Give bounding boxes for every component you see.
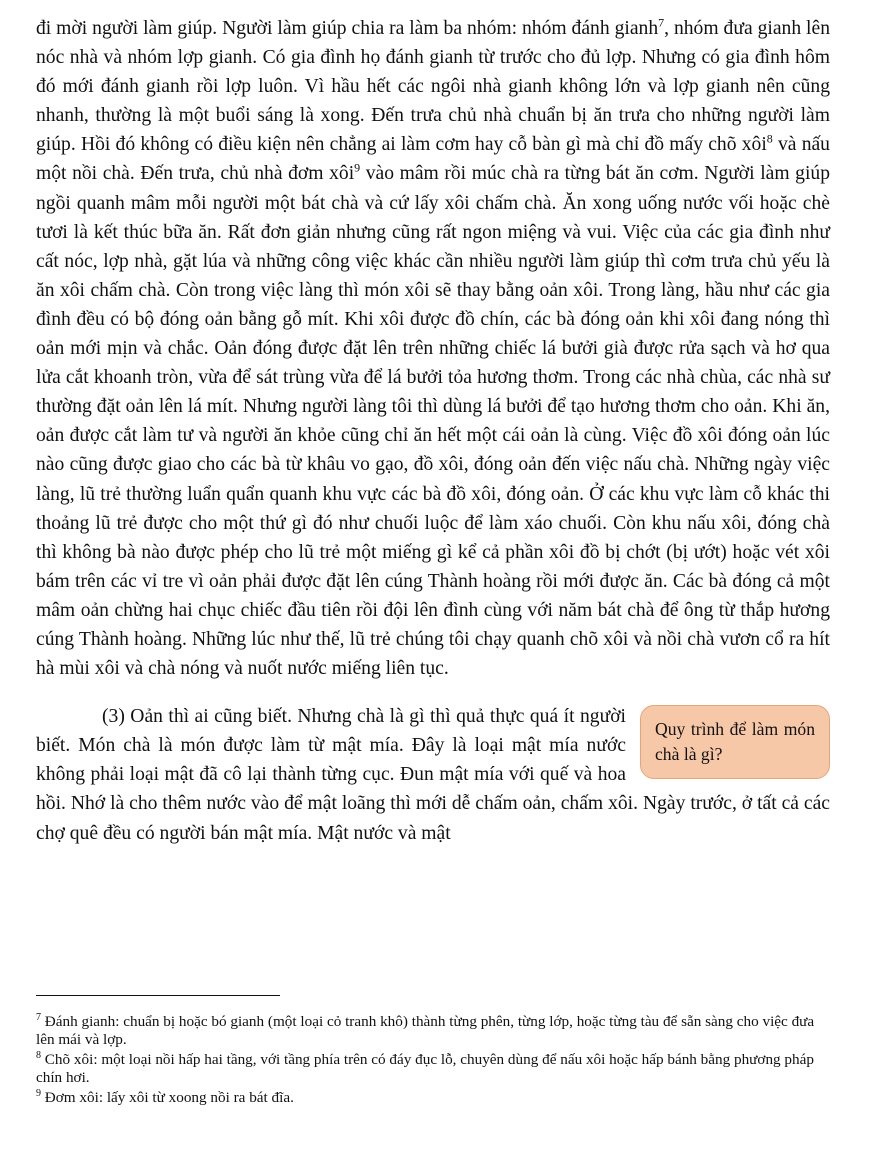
body-paragraph-1 [36,14,830,683]
footnote-number: 7 [36,1011,41,1023]
footnote-7 [36,1013,830,1048]
footnote-divider [36,995,280,996]
paragraph-1-part-1: đi mời người làm giúp. Người làm giúp chia ra làm ba nhóm: nhóm đánh gianh [36,18,659,39]
paragraph-1-part-2: , nhóm đưa gianh lên nóc nhà và nhóm lợp gianh. Có gia đình họ đánh gianh từ trước cho đủ lợp. Nhưng có gia đình hôm đó mới đánh gianh rồi lợp luôn. Vì hầu hết các ngôi nhà gianh không lớn và lợp gianh nên cũng nhanh, thường là một buổi sáng là xong. Đến trưa chủ nhà chuẩn bị ăn trưa cho những người làm giúp. Hồi đó không có điều kiện nên chẳng ai làm cơm hay cỗ bàn gì mà chỉ đồ mấy chõ xôi [36,18,830,156]
footnote-number: 8 [36,1050,41,1062]
footnote-ref-9[interactable]: 9 [354,160,361,175]
footnote-text: Chõ xôi: một loại nồi hấp hai tầng, với tầng phía trên có đáy đục lỗ, chuyên dùng để nấu xôi hoặc hấp bánh bằng phương pháp chín hơi. [36,1051,814,1086]
footnote-ref-8[interactable]: 8 [766,131,773,146]
callout-question-box [640,705,830,779]
paragraph-1-part-3: và nấu một nồi chà. Đến trưa, chủ nhà đơm xôi [36,134,830,185]
footnote-8 [36,1051,830,1086]
footnote-9 [36,1089,830,1107]
footnote-ref-7[interactable]: 7 [658,15,665,30]
footnote-text: Đơm xôi: lấy xôi từ xoong nồi ra bát đĩa. [41,1089,294,1107]
paragraph-2-text: (3) Oản thì ai cũng biết. Nhưng chà là gì thì quả thực quá ít người biết. Món chà là món được làm từ mật mía. Đây là loại mật mía nước không phải loại mật đã cô lại thành từng cục. Đun mật mía với quế và hoa hồi. Nhớ là cho thêm nước vào để mật loãng thì mới dễ chấm oản, chấm xôi. Ngày trước, ở tất cả các chợ quê đều có người bán mật mía. Mật nước và mật [36,706,830,844]
callout-question-text: Quy trình để làm món chà là gì? [655,719,815,765]
page-content [36,14,830,848]
footnote-text: Đánh gianh: chuẩn bị hoặc bó gianh (một loại cỏ tranh khô) thành từng phên, từng lớp, hoặc từng tàu để sẵn sàng cho việc đưa lên mái và lợp. [36,1013,815,1048]
body-paragraph-2-wrapper [36,702,830,847]
footnote-number: 9 [36,1088,41,1100]
footnotes-section [36,995,830,1110]
paragraph-1-part-4: vào mâm rồi múc chà ra từng bát ăn cơm. Người làm giúp ngồi quanh mâm mỗi người một bát chà và cứ lấy xôi chấm chà. Ăn xong uống nước vối hoặc chè tươi là kết thúc bữa ăn. Rất đơn giản nhưng cũng rất ngon miệng và vui. Việc của các gia đình như cất nóc, lợp nhà, gặt lúa và những công việc khác cần nhiều người làm giúp thì cơm trưa chủ yếu là ăn xôi chấm chà. Còn trong việc làng thì món xôi sẽ thay bằng oản xôi. Trong làng, hầu như các gia đình đều có bộ đóng oản bằng gỗ mít. Khi xôi được đồ chín, các bà đóng oản khi xôi đang nóng thì oản mới mịn và chắc. Oản đóng được đặt lên trên những chiếc lá bưởi già được rửa sạch và hơ qua lửa cắt khoanh tròn, vừa để sát trùng vừa để lá bưởi tỏa hương thơm. Trong các nhà chùa, các nhà sư thường đặt oản lên lá mít. Nhưng người làng tôi thì dùng lá bưởi để tạo hương thơm cho oản. Khi ăn, oản được cắt làm tư và người ăn khỏe cũng chỉ ăn hết một cái oản là cùng. Việc đồ xôi đóng oản lúc nào cũng được giao cho các bà từ khâu vo gạo, đồ xôi, đóng oản đến việc nấu chà. Những ngày việc làng, lũ trẻ thường luẩn quẩn quanh khu vực các bà đồ xôi, đóng oản. Ở các khu vực làm cỗ khác thi thoảng lũ trẻ được cho một thứ gì đó như chuối luộc để làm xáo chuối. Còn khu nấu xôi, đóng chà thì không bà nào được phép cho lũ trẻ một miếng gì kể cả phần xôi đồ bị chớt (bị ướt) hoặc vét xôi bám trên các vỉ tre vì oản phải được đặt lên cúng Thành hoàng rồi mới được ăn. Các bà đóng cả một mâm oản chừng hai chục chiếc đầu tiên rồi đội lên đình cùng với năm bát chà để ông từ thắp hương cúng Thành hoàng. Những lúc như thế, lũ trẻ chúng tôi chạy quanh chõ xôi và nồi chà vươn cổ ra hít hà mùi xôi và chà nóng và nuốt nước miếng liên tục. [36,163,830,680]
